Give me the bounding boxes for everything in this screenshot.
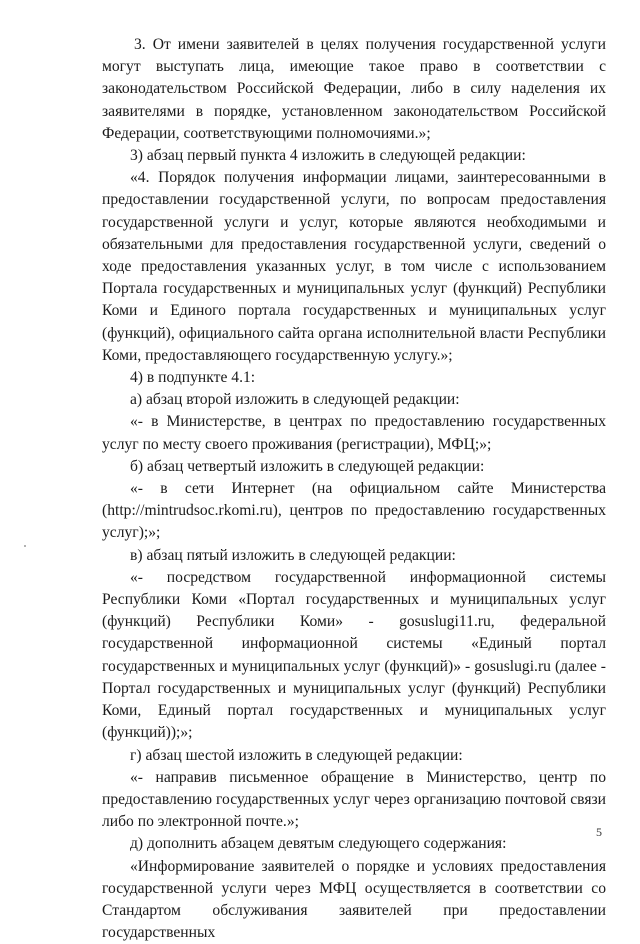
paragraph-written-request: «- направив письменное обращение в Министерство, центр по предоставлению государственных услуг через организацию почтовой связи либо по электронной почте.»;: [102, 768, 606, 831]
paragraph-subitem-b: б) абзац четвертый изложить в следующей редакции:: [130, 457, 485, 475]
paragraph-mfc-informing: «Информирование заявителей о порядке и условиях предоставления государственной услуги через МФЦ осуществляется в соответствии со Стандартом обслуживания заявителей при предоставлении государственных: [102, 857, 606, 942]
document-body: [102, 34, 606, 944]
paragraph-information-procedure: «4. Порядок получения информации лицами, заинтересованными в предоставлении государственной услуги, по вопросам предоставления государственной услуги и услуг, которые являются необходимыми и обязательными для предоставления государственной услуги, сведений о ходе предоставления указанных услуг, в том числе с использованием Портала государственных и муниципальных услуг (функций) Республики Коми и Единого портала государственных и муниципальных услуг (функций), официального сайта органа исполнительной власти Республики Коми, предоставляющего государственную услугу.»;: [102, 169, 606, 364]
paragraph-subitem-a: а) абзац второй изложить в следующей редакции:: [130, 391, 460, 409]
paragraph-ministry-centers: «- в Министерстве, в центрах по предоставлению государственных услуг по месту своего проживания (регистрации), МФЦ;»;: [102, 413, 606, 453]
paragraph-amendment-item-4: 4) в подпункте 4.1:: [130, 369, 256, 387]
margin-mark: [24, 545, 26, 547]
paragraph-amendment-item-3: 3) абзац первый пункта 4 изложить в следующей редакции:: [130, 147, 526, 165]
page-number: 5: [596, 825, 602, 839]
paragraph-subitem-g: г) абзац шестой изложить в следующей редакции:: [130, 746, 463, 764]
paragraph-state-portal: «- посредством государственной информационной системы Республики Коми «Портал государственных и муниципальных услуг (функций) Республики Коми» - gosuslugi11.ru, федеральной государственной информационной системы «Единый портал государственных и муниципальных услуг (функций)» - gosuslugi.ru (далее - Портал государственных и муниципальных услуг (функций) Республики Коми, Единый портал государственных и муниципальных услуг (функций));»;: [102, 568, 606, 742]
paragraph-internet-site: «- в сети Интернет (на официальном сайте Министерства (http://mintrudsoc.rkomi.ru), центров по предоставлению государственных услуг);»;: [102, 480, 606, 542]
paragraph-claimant-representatives: 3. От имени заявителей в целях получения государственной услуги могут выступать лица, имеющие такое право в соответствии с законодательством Российской Федерации, либо в силу наделения их заявителями в порядке, установленном законодательством Российской Федерации, соответствующими полномочиями.»;: [102, 36, 606, 142]
paragraph-subitem-d: д) дополнить абзацем девятым следующего содержания:: [130, 835, 507, 853]
paragraph-subitem-v: в) абзац пятый изложить в следующей редакции:: [130, 546, 456, 564]
